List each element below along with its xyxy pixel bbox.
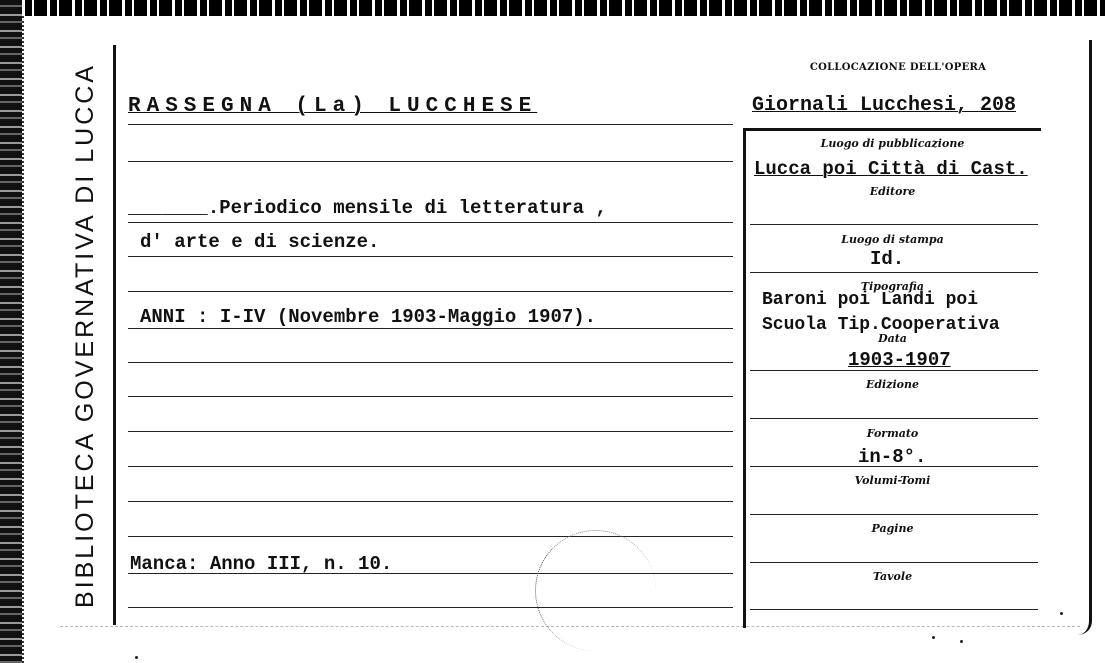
description-line-1: _______.Periodico mensile di letteratura , xyxy=(128,197,607,219)
record-title: RASSEGNA (La) LUCCHESE xyxy=(128,95,538,118)
collocation-heading: COLLOCAZIONE DELL'OPERA xyxy=(809,62,987,73)
label-editore: Editore xyxy=(869,185,916,198)
value-formato: in-8°. xyxy=(858,446,927,468)
value-tipografia-1: Baroni poi Landi poi xyxy=(762,290,979,310)
rule-line xyxy=(128,124,733,125)
missing-note: Manca: Anno III, n. 10. xyxy=(130,553,393,575)
rule-line xyxy=(128,536,733,537)
label-pagine: Pagine xyxy=(871,522,914,535)
label-tipografia: Tipografia xyxy=(860,280,925,293)
years-line: ANNI : I-IV (Novembre 1903-Maggio 1907). xyxy=(140,306,597,328)
rule-line xyxy=(128,328,733,329)
rule-line xyxy=(128,161,733,162)
rule-line xyxy=(128,501,733,502)
value-luogo-stampa: Id. xyxy=(870,248,905,270)
label-luogo-pubblicazione: Luogo di pubblicazione xyxy=(820,137,965,150)
rule-line xyxy=(128,431,733,432)
panel-rule xyxy=(750,224,1038,225)
card-left-border xyxy=(22,16,44,663)
rule-line xyxy=(128,291,733,292)
scan-top-edge xyxy=(0,0,1105,16)
panel-rule xyxy=(750,562,1038,563)
card-right-border xyxy=(1073,40,1092,635)
value-data: 1903-1907 xyxy=(848,349,951,371)
panel-rule xyxy=(750,370,1038,371)
panel-rule xyxy=(750,609,1038,610)
scan-speck xyxy=(135,656,138,659)
scan-speck xyxy=(960,640,963,643)
panel-rule xyxy=(750,514,1038,515)
scan-speck xyxy=(932,636,935,639)
scan-left-edge xyxy=(0,0,22,663)
label-luogo-stampa: Luogo di stampa xyxy=(841,233,944,246)
label-formato: Formato xyxy=(866,427,919,440)
description-line-2: d' arte e di scienze. xyxy=(140,231,380,253)
value-tipografia-2: Scuola Tip.Cooperativa xyxy=(762,315,1000,335)
label-volumi-tomi: Volumi-Tomi xyxy=(854,474,931,487)
rule-line xyxy=(128,222,733,223)
library-name-text: BIBLIOTECA GOVERNATIVA DI LUCCA xyxy=(70,62,99,608)
label-data: Data xyxy=(878,332,907,345)
rule-line xyxy=(128,396,733,397)
label-tavole: Tavole xyxy=(872,570,913,583)
rule-line xyxy=(128,362,733,363)
rule-line xyxy=(128,256,733,257)
label-edizione: Edizione xyxy=(865,378,919,391)
collocation-value: Giornali Lucchesi, 208 xyxy=(752,94,1017,117)
panel-rule xyxy=(750,272,1038,273)
faint-stamp-circle xyxy=(535,530,656,651)
scan-speck xyxy=(1060,612,1063,615)
margin-rule xyxy=(113,45,116,625)
panel-rule xyxy=(750,466,1038,467)
rule-line xyxy=(128,466,733,467)
value-luogo-pubblicazione: Lucca poi Città di Cast. xyxy=(754,158,1028,180)
panel-rule xyxy=(750,418,1038,419)
